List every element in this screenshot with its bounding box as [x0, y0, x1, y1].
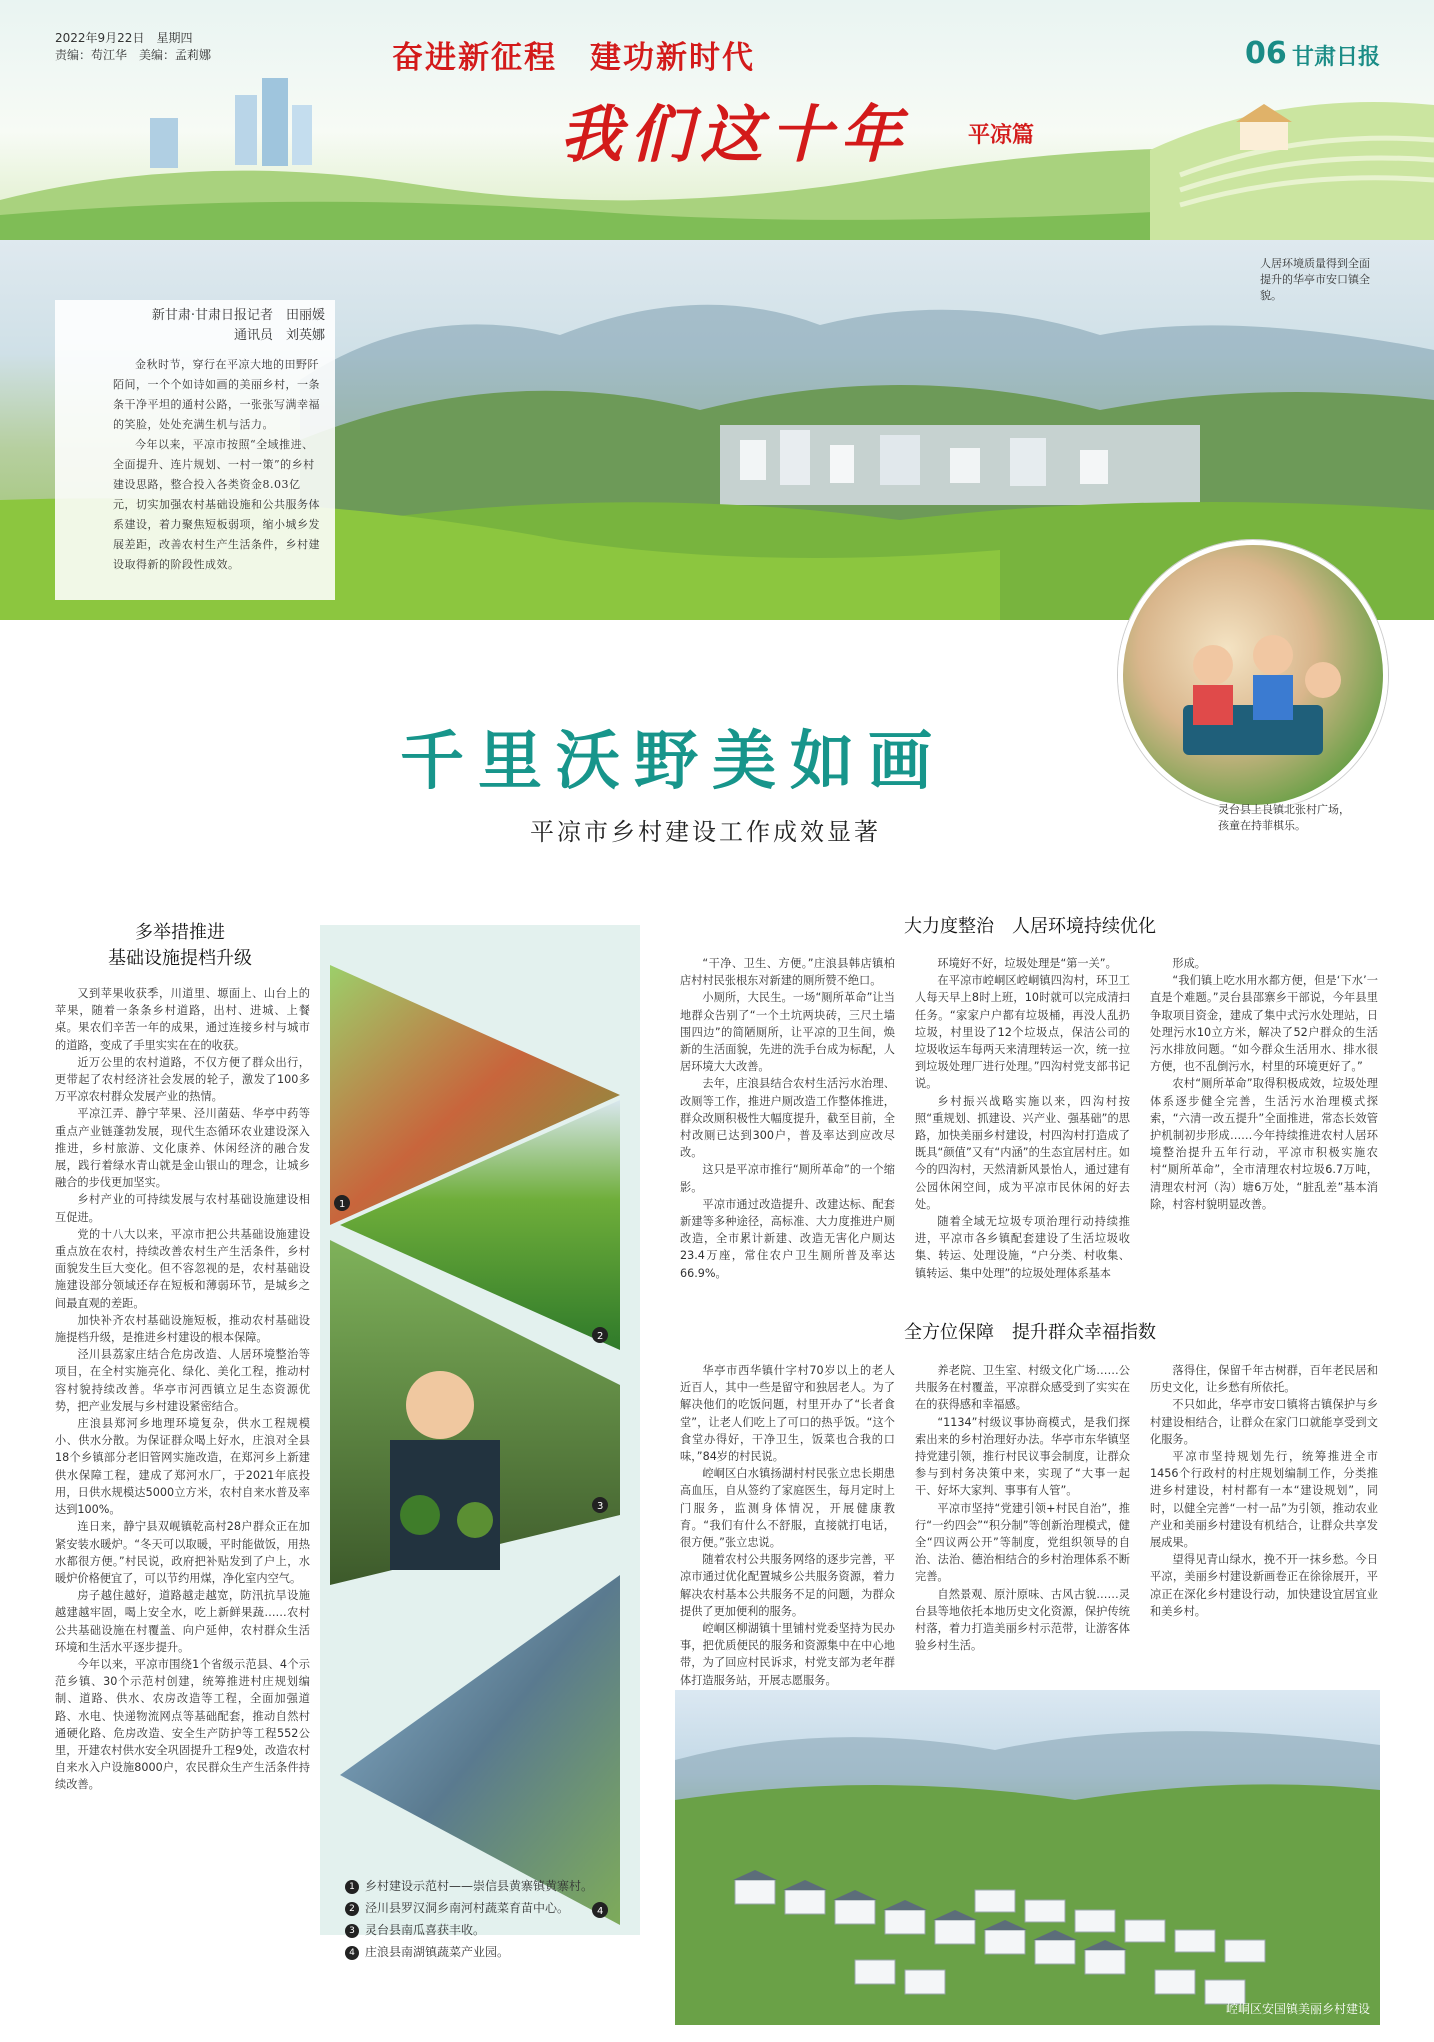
- section1-paragraph: 平凉江弄、静宁苹果、泾川菌菇、华亭中药等重点产业链蓬勃发展，现代生态循环农业建设深入推进，乡村旅游、文化康养、休闲经济的融合发展，践行着绿水青山就是金山银山的理念，让城乡融合的步伐更加坚实。: [55, 1107, 310, 1190]
- bottom-photo-art: [675, 1690, 1380, 2025]
- section1-title-line2: 基础设施提档升级: [108, 948, 252, 969]
- intro-paragraph-1: 金秋时节，穿行在平凉大地的田野阡陌间，一个个如诗如画的美丽乡村，一条条干净平坦的通村公路，一张张写满幸福的笑脸，处处充满生机与活力。: [113, 358, 320, 431]
- legend-item: 2 泾川县罗汉洞乡南河村蔬菜育苗中心。: [345, 1897, 645, 1919]
- circle-photo-art: [1123, 545, 1383, 805]
- section2-col3: 形成。 “我们镇上吃水用水都方便，但是‘下水’一直是个难题。”灵台县邵寨乡干部说，今年县里争取项目资金，建成了集中式污水处理站，日处理污水10立方米，解决了52户群众的生活污水排放问题。“如今群众生活用水、排水很方便，也不乱倒污水，村里的环境更好了。” 农村“厕所革命”取得积极成效，垃圾处理体系逐步健全完善，生活污水治理模式探索，“六清一改五提升”全面推进，常态长效管护机制初步形成……今年持续推进农村人居环境整治提升五年行动，平凉市积极实施农村“厕所革命”，全市清理农村垃圾6.7万吨，清理农村河（沟）塘6万处，“脏乱差”基本消除，村容村貌明显改善。: [1150, 957, 1378, 1211]
- svg-text:2: 2: [597, 1331, 604, 1342]
- section1-paragraph: 乡村产业的可持续发展与农村基础设施建设相互促进。: [55, 1193, 310, 1224]
- section3-col3: 落得住，保留千年古树群，百年老民居和历史文化，让乡愁有所依托。 不只如此，华亭市安口镇将古镇保护与乡村建设相结合，让群众在家门口就能享受到文化服务。 平凉市坚持规划先行，统筹推进全市1456个行政村的村庄规划编制工作，分类推进乡村建设，村村都有一本“建设规划”，同时，以健全完善“一村一品”为引领，推动农业产业和美丽乡村建设有机结合，让群众共享发展成果。 望得见青山绿水，挽不开一抹乡愁。今日平凉，美丽乡村建设新画卷正在徐徐展开，平凉正在深化乡村建设行动，加快建设宜居宜业和美乡村。: [1150, 1364, 1378, 1618]
- section3-col2: 养老院、卫生室、村级文化广场……公共服务在村覆盖，平凉群众感受到了实实在在的获得感和幸福感。 “1134”村级议事协商模式，是我们探索出来的乡村治理好办法。华亭市东华镇坚持党建引领，推行村民议事会制度，让群众参与到村务决策中来，实现了“大事一起干、好坏大家判、事事有人管”。 平凉市坚持“党建引领+村民自治”，推行“一约四会”“积分制”等创新治理模式，健全“四议两公开”等制度，党组织领导的自治、法治、德治相结合的乡村治理体系不断完善。 自然景观、原汁原味、古风古貌……灵台县等地依托本地历史文化资源，保护传统村落，着力打造美丽乡村示范带，让游客体验乡村生活。: [915, 1364, 1130, 1653]
- editor-credits: 责编：苟江华 美编：孟莉娜: [55, 48, 212, 62]
- hero-caption: 人居环境质量得到全面提升的华亭市安口镇全貌。: [1260, 257, 1370, 302]
- section3-col1: 华亭市西华镇什字村70岁以上的老人近百人，其中一些是留守和独居老人。为了解决他们的吃饭问题，村里开办了“长者食堂”，让老人们吃上了可口的热乎饭。“这个食堂办得好，干净卫生，饭菜也合我的口味，”84岁的村民说。 崆峒区白水镇扬湖村村民张立忠长期患高血压，自从签约了家庭医生，每月定时上门服务，监测身体情况，开展健康教育。“我们有什么不舒服，直接就打电话，很方便。”张立忠说。 随着农村公共服务网络的逐步完善，平凉市通过优化配置城乡公共服务资源，着力解决农村基本公共服务不足的问题，为群众提供了更加便利的服务。 崆峒区柳湖镇十里铺村党委坚持为民办事，把优质便民的服务和资源集中在中心地带，为了回应村民诉求，村党支部为老年群体打造服务站，开展志愿服务。: [680, 1364, 895, 1687]
- section2-col1: “干净、卫生、方便。”庄浪县韩店镇柏店村村民张根东对新建的厕所赞不绝口。 小厕所，大民生。一场“厕所革命”让当地群众告别了“一个土坑两块砖，三尺土墙围四边”的简陋厕所，让平凉的卫生间，焕新的生活面貌，先进的洗手台成为标配，人居环境大大改善。 去年，庄浪县结合农村生活污水治理、改厕等工作，推进户厕改造工作整体推进，群众改厕积极性大幅度提升，截至目前，全村改厕已达到300户，普及率达到应改尽改。 这只是平凉市推行“厕所革命”的一个缩影。 平凉市通过改造提升、改建达标、配套新建等多种途径，高标准、大力度推进户厕改造，全市累计新建、改造无害化户厕达23.4万座，常住农户卫生厕所普及率达66.9%。: [680, 957, 895, 1280]
- section1-paragraph: 加快补齐农村基础设施短板，推动农村基础设施提档升级，是推进乡村建设的根本保障。: [55, 1313, 310, 1345]
- legend-item: 4 庄浪县南湖镇蔬菜产业园。: [345, 1941, 645, 1963]
- main-headline: 千里沃野美如画: [400, 725, 946, 799]
- section1-title: [55, 920, 305, 972]
- legend-item: 3 灵台县南瓜喜获丰收。: [345, 1919, 645, 1941]
- section2-title: 大力度整治 人居环境持续优化: [904, 916, 1156, 937]
- photo-strip: [320, 925, 640, 1935]
- issue-date: 2022年9月22日 星期四: [55, 31, 193, 45]
- intro-box: [55, 300, 335, 600]
- photo-legend: [345, 1875, 645, 1963]
- section2-col2: 环境好不好，垃圾处理是“第一关”。 在平凉市崆峒区崆峒镇四沟村，环卫工人每天早上8时上班，10时就可以完成清扫任务。“家家户户都有垃圾桶，再没人乱扔垃圾，村里设了12个垃圾点，保洁公司的垃圾收运车每两天来清理转运一次，统一拉到垃圾处理厂进行处理。”四沟村党支部书记说。 乡村振兴战略实施以来，四沟村按照“重规划、抓建设、兴产业、强基础”的思路，加快美丽乡村建设，村四沟村打造成了既具“颜值”又有“内涵”的生态宜居村庄。如今的四沟村，天然清新风景怡人，通过建有公园休闲空间，成为平凉市民休闲的好去处。 随着全域无垃圾专项治理行动持续推进，平凉市各乡镇配套建设了生活垃圾收集、转运、处理设施，“户分类、村收集、镇转运、集中处理”的垃圾处理体系基本: [915, 957, 1130, 1280]
- section1-paragraph: 又到苹果收获季，川道里、塬面上、山台上的苹果，随着一条条乡村道路，出村、进城、上餐桌。果农们辛苦一年的成果，通过连接乡村与城市的道路，变成了手里实实在在的收获。: [55, 987, 310, 1052]
- page-number: 06: [1245, 36, 1287, 71]
- series-title: 我们这十年: [560, 98, 911, 171]
- section1-paragraph: 庄浪县郑河乡地理环境复杂，供水工程规模小、供水分散。为保证群众喝上好水，庄浪对全县18个乡镇部分老旧管网实施改造，在郑河乡上新建供水保障工程，建成了郑河水厂，于2021年底投用，日供水规模达5000立方米，农村自来水普及率达到100%。: [55, 1417, 310, 1517]
- main-subheadline: 平凉市乡村建设工作成效显著: [530, 818, 881, 846]
- section1-paragraph: 今年以来，平凉市围绕1个省级示范县、4个示范乡镇、30个示范村创建，统筹推进村庄规划编制、道路、供水、农房改造等工程，全面加强道路、水电、快递物流网点等基础配套，推动自然村通硬化路、危房改造、安全生产防护等工程552公里，开建农村供水安全巩固提升工程9处，改造农村自来水入户设施8000户，农民群众生产生活条件持续改善。: [55, 1657, 310, 1792]
- section1-body: [55, 985, 310, 2015]
- legend-number-icon: 1: [345, 1880, 359, 1894]
- header-banner: [0, 0, 1434, 240]
- section1-paragraph: 泾川县荔家庄结合危房改造、人居环境整治等项目，在全村实施亮化、绿化、美化工程，推动村容村貌持续改善。华亭市河西镇立足生态资源优势，把产业发展与乡村建设紧密结合。: [55, 1348, 310, 1413]
- section1-title-line1: 多举措推进: [135, 922, 225, 943]
- intro-paragraph-2: 今年以来，平凉市按照“全域推进、全面提升、连片规划、一村一策”的乡村建设思路，整合投入各类资金8.03亿元，切实加强农村基础设施和公共服务体系建设，着力聚焦短板弱项，缩小城乡发展差距，改善农村生产生活条件，乡村建设取得新的阶段性成效。: [113, 438, 320, 571]
- svg-text:4: 4: [597, 1906, 604, 1917]
- legend-number-icon: 3: [345, 1924, 359, 1938]
- paper-name: 甘肃日报: [1292, 44, 1381, 70]
- legend-number-icon: 4: [345, 1946, 359, 1960]
- series-subtitle: 平凉篇: [968, 123, 1035, 148]
- section1-paragraph: 党的十八大以来，平凉市把公共基础设施建设重点放在农村，持续改善农村生产生活条件，乡村面貌发生巨大变化。但不容忽视的是，农村基础设施建设部分领域还存在短板和薄弱环节，是城乡之间最直观的差距。: [55, 1227, 310, 1310]
- slogan: 奋进新征程 建功新时代: [392, 40, 755, 76]
- byline-reporter: 新甘肃·甘肃日报记者 田丽媛: [151, 308, 325, 323]
- photo-4: [340, 1575, 620, 1925]
- svg-text:3: 3: [597, 1501, 604, 1512]
- legend-number-icon: 2: [345, 1902, 359, 1916]
- circle-photo: [1118, 540, 1388, 810]
- bottom-photo-caption: 崆峒区安国镇美丽乡村建设: [1225, 2002, 1370, 2016]
- section3-title: 全方位保障 提升群众幸福指数: [904, 1322, 1156, 1343]
- section1-paragraph: 近万公里的农村道路，不仅方便了群众出行，更带起了农村经济社会发展的轮子，激发了100多万平凉农村群众发展产业的热情。: [55, 1055, 310, 1104]
- section1-paragraph: 房子越住越好，道路越走越宽，防汛抗旱设施越建越牢固，喝上安全水，吃上新鲜果蔬……农村公共基础设施在村覆盖、向户延伸，农村群众生活环境和生活水平逐步提升。: [55, 1589, 310, 1654]
- photo-strip-art: [320, 925, 640, 1935]
- bottom-photo: [675, 1690, 1380, 2025]
- section1-paragraph: 连日来，静宁县双岘镇乾高村28户群众正在加紧安装水暖炉。“冬天可以取暖，平时能做饭，用热水都很方便。”村民说，政府把补贴发到了户上，水暖炉价格便宜了，可以节约用煤，净化室内空气。: [55, 1520, 310, 1585]
- legend-item: 1 乡村建设示范村——崇信县黄寨镇黄寨村。: [345, 1875, 645, 1897]
- byline-correspondent: 通讯员 刘英娜: [233, 328, 325, 343]
- svg-text:1: 1: [339, 1199, 346, 1210]
- circle-caption: 灵台县上良镇北张村广场，孩童在持菲棋乐。: [1218, 803, 1350, 832]
